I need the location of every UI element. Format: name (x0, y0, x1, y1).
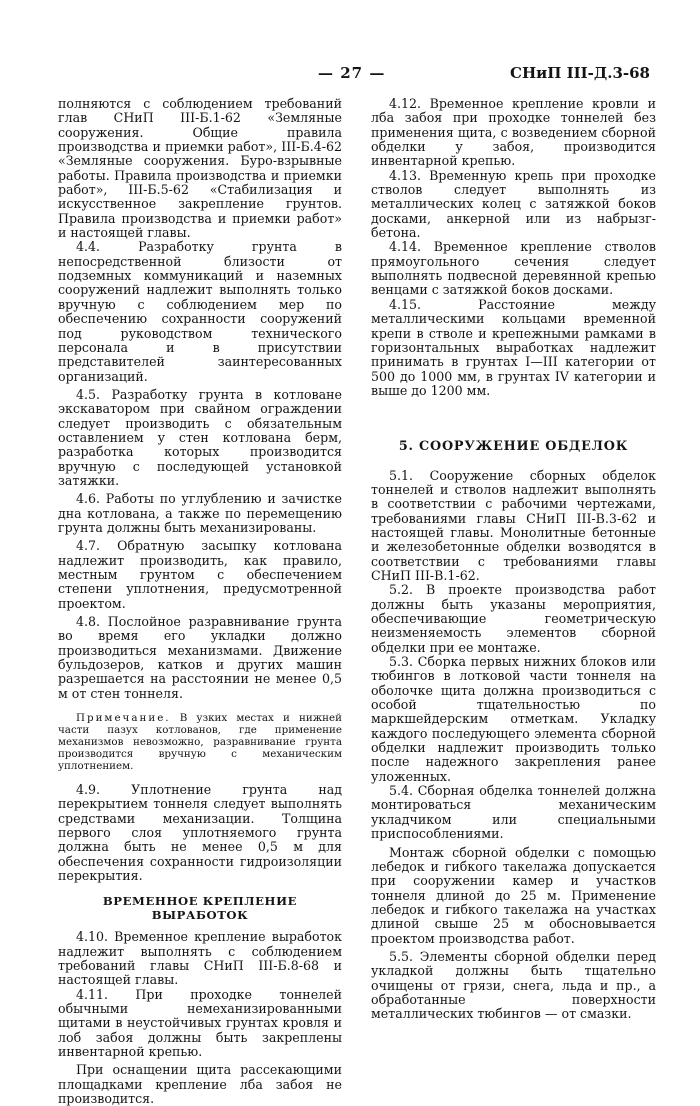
paragraph-4-15: 4.15. Расстояние между металлическими кольцами временной крепи в стволе и крепежными рамками в горизонтальных выработках надлежит принимать в грунтах I—III категории от 500 до 1000 мм, в грунтах IV категории и выше до 1200 мм. (371, 296, 656, 398)
section-heading-temporary-support: ВРЕМЕННОЕ КРЕПЛЕНИЕ ВЫРАБОТОК (102, 893, 298, 922)
paragraph-continuation: полняются с соблюдением требований глав СНиП III-Б.1-62 «Земляные сооружения. Общие правила производства и приемки работ», III-Б.4-62 «Земляные сооружения. Буро-взрывные работы. Правила производства и приемки работ», III-Б.5-62 «Стабилизация и искусственное закрепление грунтов. Правила производства и приемки работ» и настоящей главы. (58, 96, 342, 241)
paragraph-4-7: 4.7. Обратную засыпку котлована надлежит производить, как правило, местным грунтом с обеспечением степени уплотнения, предусмотренной проектом. (58, 538, 342, 611)
page-number: — 27 — (318, 64, 386, 82)
paragraph-mounting: Монтаж сборной обделки с помощью лебедок и гибкого такелажа допускается при сооружении камер и участков тоннеля длиной до 25 м. Применение лебедок и гибкого такелажа на участках длиной свыше 25 м обосновывается проектом производства работ. (371, 844, 656, 946)
paragraph-4-9: 4.9. Уплотнение грунта над перекрытием тоннеля следует выполнять средствами механизации. Толщина первого слоя уплотняемого грунта должна быть не менее 0,5 м для обеспечения сохранности гидроизоляции перекрытия. (58, 782, 342, 884)
paragraph-4-11: 4.11. При проходке тоннелей обычными немеханизированными щитами в неустойчивых грунтах кровля и лоб забоя должны быть закреплены инвентарной крепью. (58, 986, 342, 1059)
right-column (371, 97, 656, 1022)
paragraph-4-8: 4.8. Послойное разравнивание грунта во время его укладки должно производиться механизмами. Движение бульдозеров, катков и других машин разрешается на расстоянии не менее 0,5 м от стен тоннеля. (58, 614, 342, 701)
note-text: В узких местах и нижней части пазух котлованов, где применение механизмов невозможно, разравнивание грунта производится вручную с механическим уплотнением. (58, 712, 342, 773)
paragraph-4-12: 4.12. Временное крепление кровли и лба забоя при проходке тоннелей без применения щита, с возведением сборной обделки у забоя, производится инвентарной крепью. (371, 96, 656, 169)
left-column (58, 97, 342, 1106)
paragraph-4-6: 4.6. Работы по углублению и зачистке дна котлована, а также по перемещению грунта должны быть механизированы. (58, 491, 342, 535)
section-heading-linings: 5. СООРУЖЕНИЕ ОБДЕЛОК (398, 439, 629, 455)
paragraph-5-5: 5.5. Элементы сборной обделки перед укладкой должны быть тщательно очищены от грязи, снега, льда и пр., а обработанные поверхности металлических тюбингов — от смазки. (371, 948, 656, 1022)
paragraph-4-13: 4.13. Временную крепь при проходке стволов следует выполнять из металлических колец с затяжкой боков досками, анкерной или из набрызг-бетона. (371, 167, 656, 241)
paragraph-5-3: 5.3. Сборка первых нижних блоков или тюбингов в лотковой части тоннеля на оболочке щита должна производиться с особой тщательностью по маркшейдерским отметкам. Укладку каждого последующего элемента сборной обделки надлежит производить только после надежного закрепления ранее уложенных. (371, 654, 656, 784)
note (58, 712, 342, 772)
paragraph-5-1: 5.1. Сооружение сборных обделок тоннелей и стволов надлежит выполнять в соответствии с рабочими чертежами, требованиями главы СНиП III-В.3-62 и настоящей главы. Монолитные бетонные и железобетонные обделки возводятся в соответствии с требованиями главы СНиП III-В.1-62. (371, 467, 656, 583)
paragraph-4-10: 4.10. Временное крепление выработок надлежит выполнять с соблюдением требований главы СНиП III-Б.8-68 и настоящей главы. (58, 929, 342, 988)
paragraph-shield: При оснащении щита рассекающими площадками крепление лба забоя не производится. (58, 1062, 342, 1106)
paragraph-4-14: 4.14. Временное крепление стволов прямоугольного сечения следует выполнять подвесной деревянной крепью венцами с затяжкой боков досками. (371, 239, 656, 298)
paragraph-4-4: 4.4. Разработку грунта в непосредственной близости от подземных коммуникаций и наземных сооружений надлежит выполнять только вручную с соблюдением мер по обеспечению сохранности сооружений под руководством технического персонала и в присутствии представителей заинтересованных организаций. (58, 239, 342, 384)
note-label: Примечание. (76, 712, 171, 725)
paragraph-5-4: 5.4. Сборная обделка тоннелей должна монтироваться механическим укладчиком или специальными приспособлениями. (371, 783, 656, 842)
paragraph-4-5: 4.5. Разработку грунта в котловане экскаватором при свайном ограждении следует производить с обязательным оставлением у стен котлована берм, разработка которых производится вручную с последующей установкой затяжки. (58, 386, 342, 488)
paragraph-5-2: 5.2. В проекте производства работ должны быть указаны мероприятия, обеспечивающие геометрическую неизменяемость элементов сборной обделки при ее монтаже. (371, 582, 656, 655)
document-code: СНиП III-Д.3-68 (510, 64, 650, 82)
